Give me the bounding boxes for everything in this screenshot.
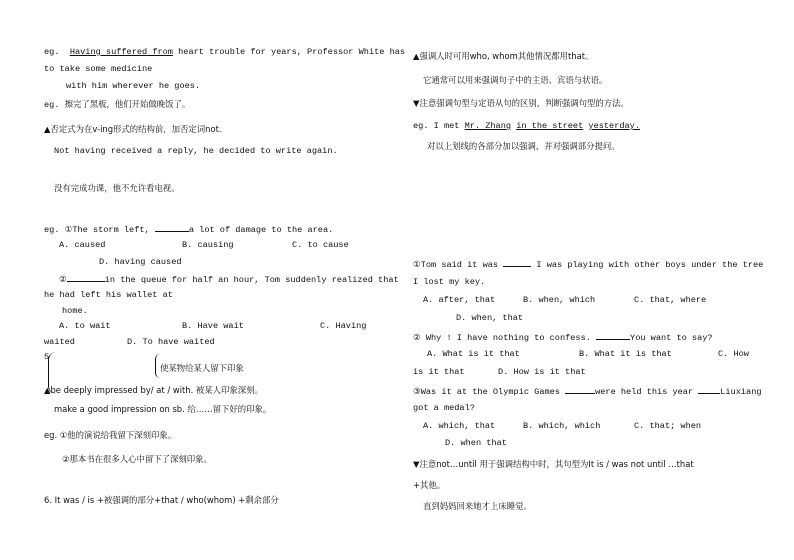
section-number: 5 xyxy=(44,352,50,362)
option-c[interactable]: C. to cause xyxy=(292,240,349,250)
section-title: 使某物给某人留下印象 xyxy=(160,363,244,373)
option-b[interactable]: B. What it is that xyxy=(579,349,672,359)
option-b[interactable]: B. when, which xyxy=(523,295,596,305)
option-a[interactable]: A. after, that xyxy=(423,295,496,305)
question-1 xyxy=(44,223,333,236)
underlined-phrase: in the street xyxy=(516,121,584,131)
example-sentence: Not having received a reply, he decided to write again. xyxy=(54,146,338,156)
example-line: with him wherever he goes. xyxy=(66,81,201,91)
question-text: got a medal? xyxy=(413,403,475,413)
rule-not-until-cont: +其他。 xyxy=(413,480,446,490)
example-line: to take some medicine xyxy=(44,64,153,74)
rule-subject: 它通常可以用来强调句子中的主语、宾语与状语。 xyxy=(423,75,608,85)
question-text: home. xyxy=(62,306,88,316)
question-text: You want to say? xyxy=(630,333,713,343)
question-text: in the queue for half an hour, Tom suddenly realized that xyxy=(104,275,399,285)
answer-blank[interactable] xyxy=(698,385,720,394)
question-text: a lot of damage to the area. xyxy=(188,225,334,235)
underlined-phrase: yesterday. xyxy=(588,121,640,131)
option-d[interactable]: D. having caused xyxy=(99,257,182,267)
question-text: ③Was it at the Olympic Games xyxy=(413,387,566,397)
question-text: he had left his wallet at xyxy=(44,290,173,300)
rule-not-until: ▼注意not…until 用于强调结构中时，其句型为It is / was not until …that xyxy=(413,459,694,469)
option-c[interactable]: C. How xyxy=(718,349,749,359)
example-text: heart trouble for years, Professor White has xyxy=(172,47,406,57)
question-2 xyxy=(413,331,713,344)
question-2 xyxy=(59,273,399,286)
question-text: Liuxiang xyxy=(720,387,762,397)
option-a[interactable]: A. What is it that xyxy=(427,349,520,359)
example-label: eg. xyxy=(44,100,60,110)
example-label: eg. xyxy=(44,47,60,57)
example-2: ②那本书在很多人心中留下了深刻印象。 xyxy=(62,454,212,464)
instruction: 对以上划线的各部分加以强调，并对强调部分提问。 xyxy=(427,141,620,151)
example-line xyxy=(44,99,190,111)
answer-blank[interactable] xyxy=(67,273,105,282)
example-text-cn: 擦完了黑板，他们开始做晚饭了。 xyxy=(64,99,191,109)
option-d[interactable]: D. when that xyxy=(445,438,507,448)
option-d[interactable]: D. when, that xyxy=(456,313,524,323)
underlined-phrase: Having suffered from xyxy=(69,47,173,57)
example-text: I met xyxy=(428,121,465,131)
phrase-impression: make a good impression on sb. 给……留下好的印象。 xyxy=(54,404,272,414)
option-d[interactable]: D. How is it that xyxy=(498,367,586,377)
example-label: eg. xyxy=(413,121,429,131)
option-a[interactable]: A. to wait xyxy=(59,321,111,331)
question-number: ② xyxy=(59,275,67,285)
question-text: ①Tom said it was xyxy=(413,260,504,270)
example-line xyxy=(44,47,405,58)
rule-negative-form: ▲否定式为在v-ing形式的结构前，加否定词not. xyxy=(44,124,222,134)
question-text: ② Why ! I have nothing to confess. xyxy=(413,333,597,343)
question-text: I lost my key. xyxy=(413,277,486,287)
answer-blank[interactable] xyxy=(596,331,630,340)
question-text: I was playing with other boys under the tree xyxy=(531,260,764,270)
example-line xyxy=(413,121,640,132)
answer-blank[interactable] xyxy=(155,223,189,232)
underlined-phrase: Mr. Zhang xyxy=(464,121,512,131)
translation-prompt: 没有完成功课，他不允许看电视。 xyxy=(54,183,180,193)
section-6-title: 6. It was / is +被强调的部分+that / who(whom) +剩余部分 xyxy=(44,495,279,505)
option-c[interactable]: C. that; when xyxy=(634,421,702,431)
answer-blank[interactable] xyxy=(565,385,595,394)
question-1 xyxy=(413,258,763,271)
rule-note: ▼注意强调句型与定语从句的区别，判断强调句型的方法。 xyxy=(413,98,629,108)
option-d[interactable]: D. To have waited xyxy=(127,337,215,347)
example-1: eg. ①他的演说给我留下深刻印象。 xyxy=(44,430,177,440)
option-c-cont: is it that xyxy=(413,367,465,377)
option-b[interactable]: B. which, which xyxy=(523,421,601,431)
question-3 xyxy=(413,385,762,398)
option-b[interactable]: B. causing xyxy=(182,240,234,250)
question-text: were held this year xyxy=(595,387,699,397)
translation-prompt: 直到妈妈回来她才上床睡觉。 xyxy=(423,501,532,511)
option-a[interactable]: A. caused xyxy=(59,240,106,250)
option-c-cont: waited xyxy=(44,337,75,347)
option-b[interactable]: B. Have wait xyxy=(182,321,244,331)
rule-impressed: ▲be deeply impressed by/ at / with. 被某人印象深刻。 xyxy=(44,385,263,395)
option-c[interactable]: C. that, where xyxy=(634,295,707,305)
answer-blank[interactable] xyxy=(503,258,531,267)
option-a[interactable]: A. which, that xyxy=(423,421,496,431)
question-text: eg. ①The storm left, xyxy=(44,225,155,235)
rule-who-whom: ▲强调人时可用who, whom其他情况都用that。 xyxy=(413,51,594,61)
option-c[interactable]: C. Having xyxy=(320,321,367,331)
